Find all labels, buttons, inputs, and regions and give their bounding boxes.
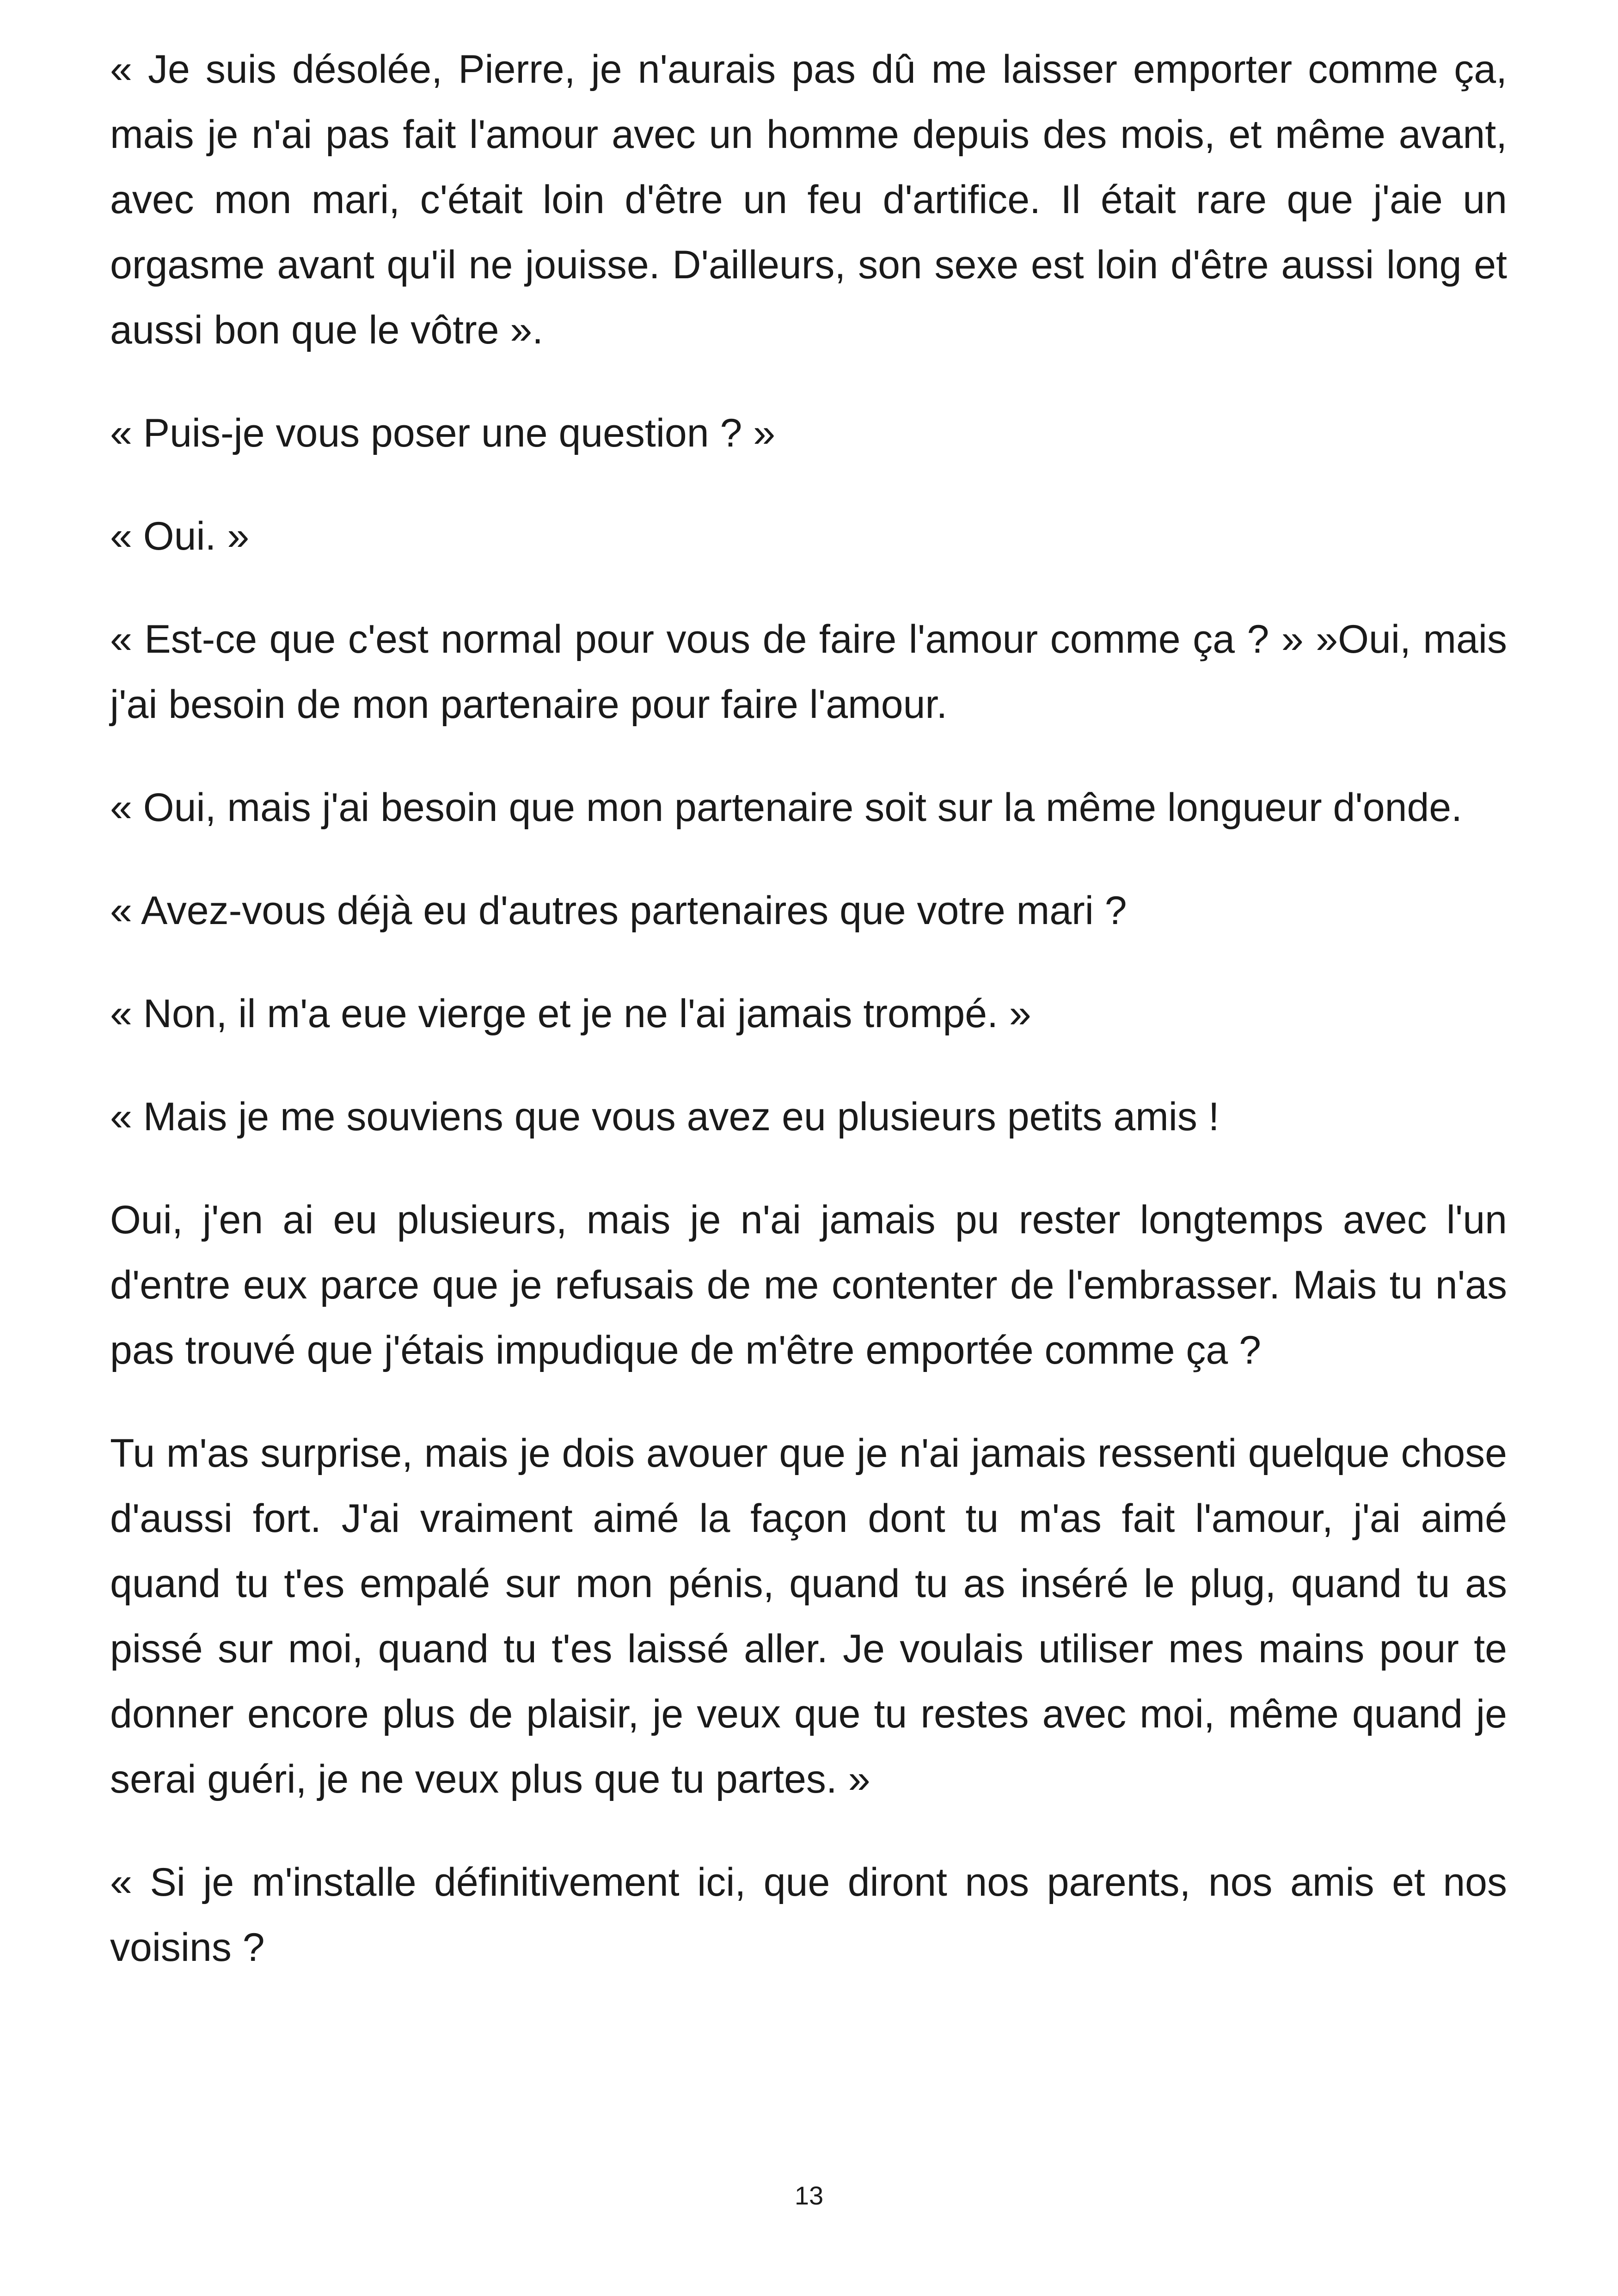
- paragraph: Tu m'as surprise, mais je dois avouer que je n'ai jamais ressenti quelque chose d'aussi fort. J'ai vraiment aimé la façon dont tu m'as fait l'amour, j'ai aimé quand tu t'es empalé sur mon pénis, quand tu as inséré le plug, quand tu as pissé sur moi, quand tu t'es laissé aller. Je voulais utiliser mes mains pour te donner encore plus de plaisir, je veux que tu restes avec moi, même quand je serai guéri, je ne veux plus que tu partes. »: [110, 1431, 1507, 1801]
- paragraph: « Je suis désolée, Pierre, je n'aurais pas dû me laisser emporter comme ça, mais je n'ai pas fait l'amour avec un homme depuis des mois, et même avant, avec mon mari, c'était loin d'être un feu d'artifice. Il était rare que j'aie un orgasme avant qu'il ne jouisse. D'ailleurs, son sexe est loin d'être aussi long et aussi bon que le vôtre ».: [110, 47, 1507, 352]
- paragraph: Oui, j'en ai eu plusieurs, mais je n'ai jamais pu rester longtemps avec l'un d'entre eux parce que je refusais de me contenter de l'embrasser. Mais tu n'as pas trouvé que j'étais impudique de m'être emportée comme ça ?: [110, 1198, 1507, 1372]
- paragraph: « Oui, mais j'ai besoin que mon partenaire soit sur la même longueur d'onde.: [110, 785, 1463, 830]
- paragraph: « Non, il m'a eue vierge et je ne l'ai jamais trompé. »: [110, 992, 1031, 1036]
- paragraph: « Si je m'installe définitivement ici, que diront nos parents, nos amis et nos voisins ?: [110, 1860, 1507, 1970]
- page-body: [110, 37, 1507, 2018]
- page-number: 13: [794, 2181, 824, 2210]
- paragraph: « Est-ce que c'est normal pour vous de faire l'amour comme ça ? » »Oui, mais j'ai besoin de mon partenaire pour faire l'amour.: [110, 617, 1507, 727]
- paragraph: « Oui. »: [110, 514, 250, 558]
- paragraph: « Avez-vous déjà eu d'autres partenaires que votre mari ?: [110, 888, 1127, 933]
- paragraph: « Mais je me souviens que vous avez eu plusieurs petits amis !: [110, 1095, 1220, 1139]
- paragraph: « Puis-je vous poser une question ? »: [110, 411, 776, 455]
